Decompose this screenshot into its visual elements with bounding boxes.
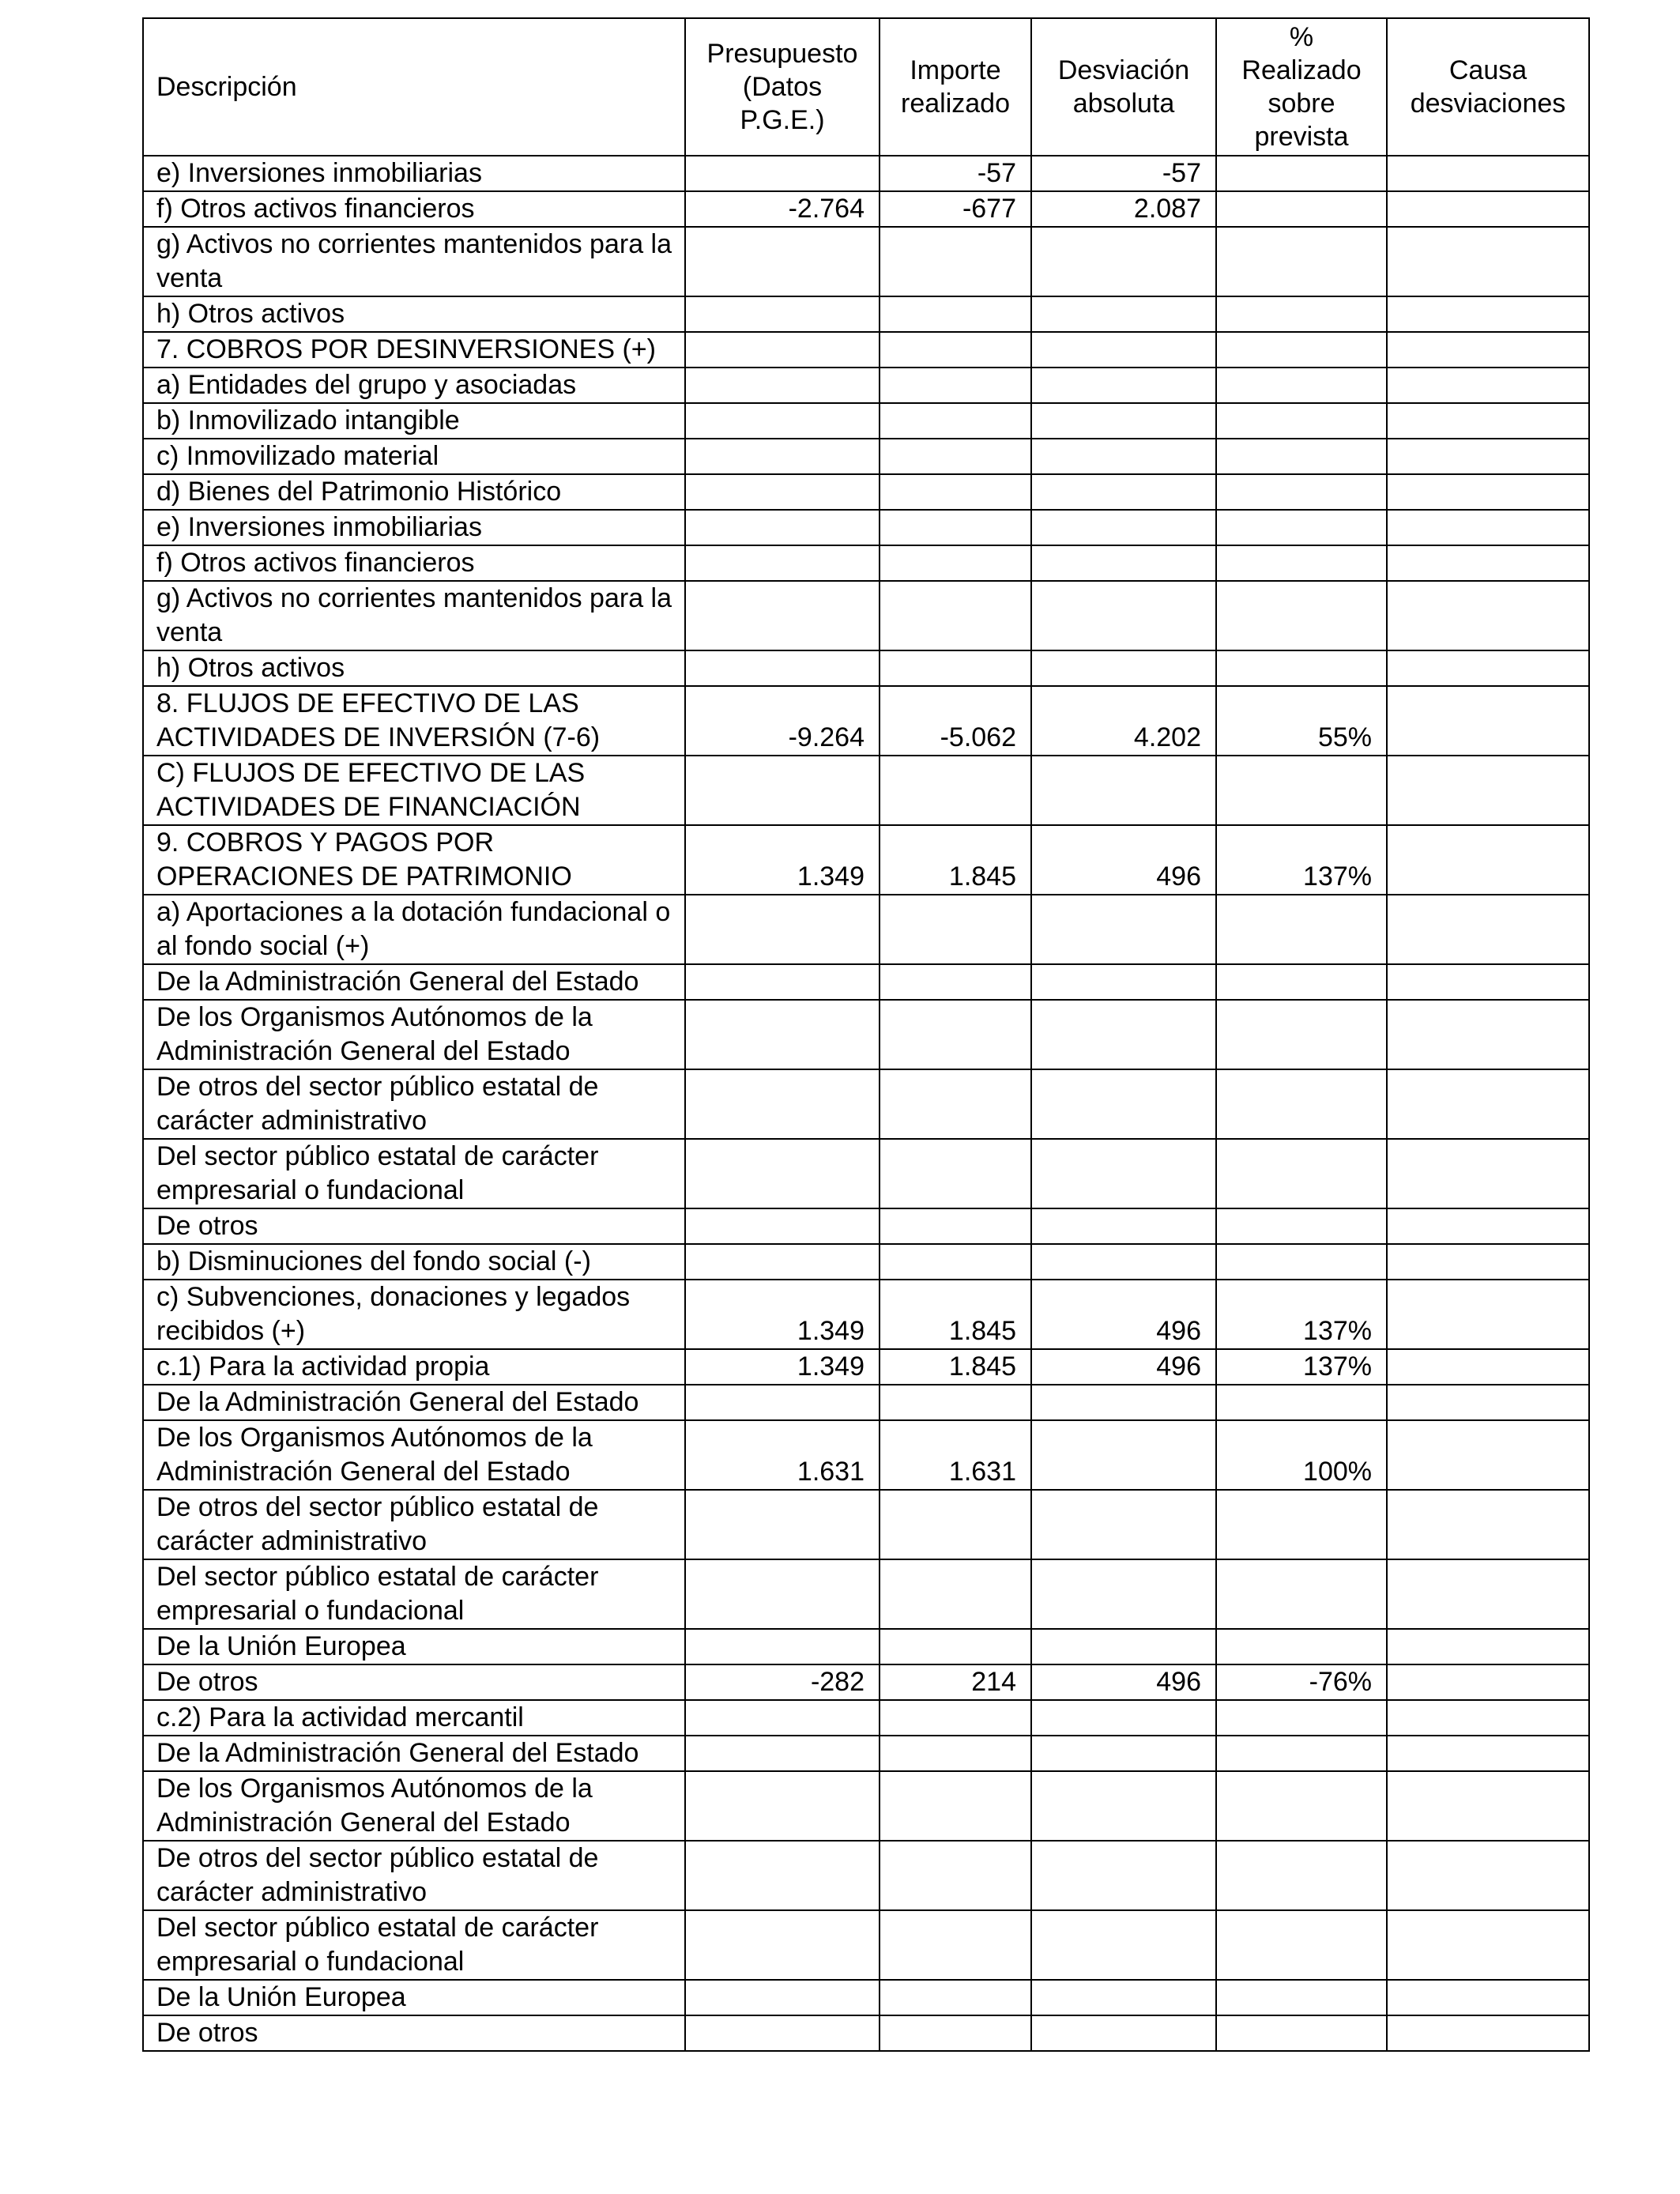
cell-desviacion-absoluta xyxy=(1031,296,1216,332)
table-row xyxy=(143,964,1589,1000)
cell-presupuesto xyxy=(685,156,880,191)
cell-porcentaje-realizado xyxy=(1216,1069,1387,1139)
cell-importe-realizado xyxy=(880,332,1031,368)
cell-descripcion: a) Entidades del grupo y asociadas xyxy=(143,368,685,403)
cell-porcentaje-realizado: 137% xyxy=(1216,1280,1387,1349)
cell-porcentaje-realizado xyxy=(1216,581,1387,650)
cell-presupuesto xyxy=(685,1208,880,1244)
cell-presupuesto xyxy=(685,1244,880,1280)
cell-importe-realizado xyxy=(880,1069,1031,1139)
cell-porcentaje-realizado xyxy=(1216,1208,1387,1244)
cell-presupuesto: -9.264 xyxy=(685,686,880,756)
cell-desviacion-absoluta: 496 xyxy=(1031,1664,1216,1700)
table-row xyxy=(143,1980,1589,2015)
cell-presupuesto xyxy=(685,1385,880,1420)
cell-descripcion: h) Otros activos xyxy=(143,650,685,686)
cell-importe-realizado: 1.845 xyxy=(880,1349,1031,1385)
cell-porcentaje-realizado xyxy=(1216,1841,1387,1910)
cell-importe-realizado xyxy=(880,1980,1031,2015)
cell-porcentaje-realizado xyxy=(1216,545,1387,581)
cell-descripcion: g) Activos no corrientes mantenidos para la venta xyxy=(143,227,685,296)
cell-desviacion-absoluta xyxy=(1031,1841,1216,1910)
cell-presupuesto xyxy=(685,895,880,964)
cell-causa-desviaciones xyxy=(1387,368,1589,403)
cell-desviacion-absoluta xyxy=(1031,756,1216,825)
cell-causa-desviaciones xyxy=(1387,439,1589,474)
cell-descripcion: h) Otros activos xyxy=(143,296,685,332)
header-causa-desviaciones: Causa desviaciones xyxy=(1387,18,1589,156)
cell-porcentaje-realizado xyxy=(1216,895,1387,964)
cell-desviacion-absoluta xyxy=(1031,2015,1216,2051)
cell-presupuesto: 1.349 xyxy=(685,825,880,895)
cell-presupuesto xyxy=(685,510,880,545)
cell-descripcion: c.1) Para la actividad propia xyxy=(143,1349,685,1385)
cell-importe-realizado xyxy=(880,510,1031,545)
cell-porcentaje-realizado xyxy=(1216,474,1387,510)
table-row xyxy=(143,1841,1589,1910)
cell-presupuesto xyxy=(685,296,880,332)
cell-descripcion: Del sector público estatal de carácter empresarial o fundacional xyxy=(143,1910,685,1980)
cell-desviacion-absoluta xyxy=(1031,1069,1216,1139)
cell-porcentaje-realizado: -76% xyxy=(1216,1664,1387,1700)
cell-desviacion-absoluta: 496 xyxy=(1031,1349,1216,1385)
cell-descripcion: De la Unión Europea xyxy=(143,1629,685,1664)
cell-importe-realizado xyxy=(880,368,1031,403)
cell-descripcion: e) Inversiones inmobiliarias xyxy=(143,156,685,191)
cell-presupuesto xyxy=(685,1910,880,1980)
cell-porcentaje-realizado xyxy=(1216,1736,1387,1771)
cell-causa-desviaciones xyxy=(1387,545,1589,581)
cell-porcentaje-realizado xyxy=(1216,1700,1387,1736)
cell-importe-realizado xyxy=(880,1841,1031,1910)
cell-porcentaje-realizado: 137% xyxy=(1216,1349,1387,1385)
cell-presupuesto xyxy=(685,1559,880,1629)
cell-importe-realizado xyxy=(880,1385,1031,1420)
cell-descripcion: 7. COBROS POR DESINVERSIONES (+) xyxy=(143,332,685,368)
cell-porcentaje-realizado xyxy=(1216,1490,1387,1559)
header-importe-realizado: Importe realizado xyxy=(880,18,1031,156)
cell-porcentaje-realizado xyxy=(1216,1771,1387,1841)
cell-desviacion-absoluta xyxy=(1031,1700,1216,1736)
cell-causa-desviaciones xyxy=(1387,686,1589,756)
cell-importe-realizado xyxy=(880,756,1031,825)
cell-causa-desviaciones xyxy=(1387,1700,1589,1736)
table-row xyxy=(143,1736,1589,1771)
cell-descripcion: 9. COBROS Y PAGOS POR OPERACIONES DE PATRIMONIO xyxy=(143,825,685,895)
cell-presupuesto: 1.349 xyxy=(685,1349,880,1385)
table-row xyxy=(143,191,1589,227)
cell-descripcion: Del sector público estatal de carácter empresarial o fundacional xyxy=(143,1139,685,1208)
cell-causa-desviaciones xyxy=(1387,581,1589,650)
cell-descripcion: De la Administración General del Estado xyxy=(143,964,685,1000)
cell-causa-desviaciones xyxy=(1387,191,1589,227)
table-row xyxy=(143,227,1589,296)
cell-descripcion: De la Unión Europea xyxy=(143,1980,685,2015)
cell-presupuesto: -282 xyxy=(685,1664,880,1700)
cell-porcentaje-realizado: 137% xyxy=(1216,825,1387,895)
cell-presupuesto xyxy=(685,1771,880,1841)
cell-porcentaje-realizado xyxy=(1216,1000,1387,1069)
table-row xyxy=(143,1208,1589,1244)
cell-causa-desviaciones xyxy=(1387,156,1589,191)
cell-desviacion-absoluta xyxy=(1031,1771,1216,1841)
table-row xyxy=(143,296,1589,332)
cell-causa-desviaciones xyxy=(1387,825,1589,895)
cell-presupuesto xyxy=(685,581,880,650)
cell-presupuesto xyxy=(685,1069,880,1139)
cell-descripcion: a) Aportaciones a la dotación fundacional o al fondo social (+) xyxy=(143,895,685,964)
cell-descripcion: De la Administración General del Estado xyxy=(143,1385,685,1420)
cell-desviacion-absoluta: 496 xyxy=(1031,1280,1216,1349)
table-row xyxy=(143,156,1589,191)
table-row xyxy=(143,510,1589,545)
cell-descripcion: De otros del sector público estatal de carácter administrativo xyxy=(143,1069,685,1139)
cell-porcentaje-realizado xyxy=(1216,1629,1387,1664)
cell-porcentaje-realizado xyxy=(1216,439,1387,474)
cell-desviacion-absoluta xyxy=(1031,1420,1216,1490)
cell-porcentaje-realizado: 100% xyxy=(1216,1420,1387,1490)
cell-desviacion-absoluta xyxy=(1031,474,1216,510)
cell-desviacion-absoluta xyxy=(1031,1208,1216,1244)
cell-desviacion-absoluta xyxy=(1031,1910,1216,1980)
table-row xyxy=(143,1139,1589,1208)
table-row xyxy=(143,1771,1589,1841)
cell-causa-desviaciones xyxy=(1387,1559,1589,1629)
cell-porcentaje-realizado xyxy=(1216,1244,1387,1280)
table-row xyxy=(143,332,1589,368)
cell-presupuesto xyxy=(685,756,880,825)
cell-importe-realizado xyxy=(880,1000,1031,1069)
table-row xyxy=(143,1385,1589,1420)
cell-importe-realizado xyxy=(880,1629,1031,1664)
cell-causa-desviaciones xyxy=(1387,895,1589,964)
cell-descripcion: De otros xyxy=(143,2015,685,2051)
cell-porcentaje-realizado xyxy=(1216,227,1387,296)
table-row xyxy=(143,895,1589,964)
cell-porcentaje-realizado xyxy=(1216,296,1387,332)
cell-causa-desviaciones xyxy=(1387,756,1589,825)
cell-causa-desviaciones xyxy=(1387,1385,1589,1420)
cell-porcentaje-realizado xyxy=(1216,1980,1387,2015)
cell-porcentaje-realizado xyxy=(1216,964,1387,1000)
table-header xyxy=(143,18,1589,156)
cell-desviacion-absoluta: 2.087 xyxy=(1031,191,1216,227)
cell-presupuesto: 1.349 xyxy=(685,1280,880,1349)
cell-causa-desviaciones xyxy=(1387,1841,1589,1910)
cell-porcentaje-realizado xyxy=(1216,510,1387,545)
cell-causa-desviaciones xyxy=(1387,1629,1589,1664)
table-row xyxy=(143,1629,1589,1664)
cell-presupuesto xyxy=(685,368,880,403)
cell-presupuesto xyxy=(685,1736,880,1771)
table-row xyxy=(143,1664,1589,1700)
cell-importe-realizado xyxy=(880,403,1031,439)
cell-presupuesto: -2.764 xyxy=(685,191,880,227)
cell-importe-realizado: 1.845 xyxy=(880,1280,1031,1349)
cell-causa-desviaciones xyxy=(1387,1000,1589,1069)
table-row xyxy=(143,545,1589,581)
table-row xyxy=(143,2015,1589,2051)
cell-descripcion: De los Organismos Autónomos de la Administración General del Estado xyxy=(143,1771,685,1841)
table-row xyxy=(143,1910,1589,1980)
cell-descripcion: De la Administración General del Estado xyxy=(143,1736,685,1771)
cell-descripcion: c) Inmovilizado material xyxy=(143,439,685,474)
cell-desviacion-absoluta xyxy=(1031,368,1216,403)
cell-descripcion: b) Disminuciones del fondo social (-) xyxy=(143,1244,685,1280)
cell-importe-realizado xyxy=(880,439,1031,474)
cell-descripcion: De otros del sector público estatal de carácter administrativo xyxy=(143,1490,685,1559)
table-row xyxy=(143,1244,1589,1280)
cell-importe-realizado xyxy=(880,964,1031,1000)
cell-desviacion-absoluta: 4.202 xyxy=(1031,686,1216,756)
cell-importe-realizado xyxy=(880,581,1031,650)
cell-importe-realizado xyxy=(880,296,1031,332)
cell-descripcion: b) Inmovilizado intangible xyxy=(143,403,685,439)
cell-importe-realizado: 1.631 xyxy=(880,1420,1031,1490)
cell-presupuesto xyxy=(685,227,880,296)
cell-desviacion-absoluta xyxy=(1031,439,1216,474)
cell-porcentaje-realizado xyxy=(1216,156,1387,191)
table-row xyxy=(143,1490,1589,1559)
cell-descripcion: C) FLUJOS DE EFECTIVO DE LAS ACTIVIDADES DE FINANCIACIÓN xyxy=(143,756,685,825)
table-row xyxy=(143,756,1589,825)
cell-desviacion-absoluta xyxy=(1031,1490,1216,1559)
cell-descripcion: c) Subvenciones, donaciones y legados recibidos (+) xyxy=(143,1280,685,1349)
cell-causa-desviaciones xyxy=(1387,403,1589,439)
cell-desviacion-absoluta xyxy=(1031,895,1216,964)
table-row xyxy=(143,1069,1589,1139)
cell-descripcion: f) Otros activos financieros xyxy=(143,191,685,227)
cell-importe-realizado: -5.062 xyxy=(880,686,1031,756)
cell-presupuesto xyxy=(685,1139,880,1208)
cell-presupuesto xyxy=(685,1000,880,1069)
cell-presupuesto: 1.631 xyxy=(685,1420,880,1490)
cell-desviacion-absoluta xyxy=(1031,1559,1216,1629)
cell-causa-desviaciones xyxy=(1387,1910,1589,1980)
cell-descripcion: Del sector público estatal de carácter empresarial o fundacional xyxy=(143,1559,685,1629)
cell-importe-realizado xyxy=(880,474,1031,510)
table-row xyxy=(143,1420,1589,1490)
table-row xyxy=(143,1559,1589,1629)
table-row xyxy=(143,1700,1589,1736)
cell-importe-realizado xyxy=(880,1910,1031,1980)
cell-desviacion-absoluta xyxy=(1031,545,1216,581)
cell-desviacion-absoluta xyxy=(1031,1000,1216,1069)
cell-porcentaje-realizado xyxy=(1216,1385,1387,1420)
cell-presupuesto xyxy=(685,1841,880,1910)
cell-desviacion-absoluta xyxy=(1031,650,1216,686)
cell-desviacion-absoluta xyxy=(1031,1244,1216,1280)
cell-importe-realizado: 1.845 xyxy=(880,825,1031,895)
cell-causa-desviaciones xyxy=(1387,1280,1589,1349)
cell-importe-realizado xyxy=(880,1736,1031,1771)
header-row xyxy=(143,18,1589,156)
cell-desviacion-absoluta xyxy=(1031,964,1216,1000)
cell-causa-desviaciones xyxy=(1387,1420,1589,1490)
cell-descripcion: f) Otros activos financieros xyxy=(143,545,685,581)
header-desviacion-absoluta: Desviación absoluta xyxy=(1031,18,1216,156)
cell-descripcion: De los Organismos Autónomos de la Administración General del Estado xyxy=(143,1420,685,1490)
cell-porcentaje-realizado xyxy=(1216,756,1387,825)
cell-causa-desviaciones xyxy=(1387,296,1589,332)
cell-presupuesto xyxy=(685,964,880,1000)
cell-importe-realizado xyxy=(880,545,1031,581)
header-porcentaje-realizado: % Realizado sobre prevista xyxy=(1216,18,1387,156)
cell-importe-realizado xyxy=(880,1244,1031,1280)
cell-presupuesto xyxy=(685,650,880,686)
cell-desviacion-absoluta: 496 xyxy=(1031,825,1216,895)
cell-porcentaje-realizado xyxy=(1216,1139,1387,1208)
cell-descripcion: c.2) Para la actividad mercantil xyxy=(143,1700,685,1736)
cell-importe-realizado xyxy=(880,650,1031,686)
cell-causa-desviaciones xyxy=(1387,1349,1589,1385)
cell-desviacion-absoluta xyxy=(1031,1736,1216,1771)
table-row xyxy=(143,1000,1589,1069)
cell-presupuesto xyxy=(685,439,880,474)
cell-causa-desviaciones xyxy=(1387,2015,1589,2051)
table-row xyxy=(143,650,1589,686)
cell-desviacion-absoluta xyxy=(1031,1385,1216,1420)
cell-importe-realizado xyxy=(880,1208,1031,1244)
cell-desviacion-absoluta xyxy=(1031,227,1216,296)
table-row xyxy=(143,1349,1589,1385)
cell-descripcion: 8. FLUJOS DE EFECTIVO DE LAS ACTIVIDADES DE INVERSIÓN (7-6) xyxy=(143,686,685,756)
cell-porcentaje-realizado: 55% xyxy=(1216,686,1387,756)
cell-causa-desviaciones xyxy=(1387,1069,1589,1139)
cell-causa-desviaciones xyxy=(1387,1139,1589,1208)
cell-causa-desviaciones xyxy=(1387,227,1589,296)
cell-descripcion: De otros xyxy=(143,1208,685,1244)
cell-porcentaje-realizado xyxy=(1216,1559,1387,1629)
cell-importe-realizado xyxy=(880,227,1031,296)
cell-importe-realizado: -677 xyxy=(880,191,1031,227)
cell-porcentaje-realizado xyxy=(1216,2015,1387,2051)
table-row xyxy=(143,686,1589,756)
cell-causa-desviaciones xyxy=(1387,1736,1589,1771)
cell-presupuesto xyxy=(685,403,880,439)
cell-importe-realizado xyxy=(880,1490,1031,1559)
cell-presupuesto xyxy=(685,1490,880,1559)
cell-desviacion-absoluta xyxy=(1031,581,1216,650)
cell-porcentaje-realizado xyxy=(1216,332,1387,368)
cell-porcentaje-realizado xyxy=(1216,191,1387,227)
cell-importe-realizado xyxy=(880,1700,1031,1736)
table-row xyxy=(143,474,1589,510)
cell-causa-desviaciones xyxy=(1387,1244,1589,1280)
cell-descripcion: De otros xyxy=(143,1664,685,1700)
cell-desviacion-absoluta xyxy=(1031,1980,1216,2015)
table-row xyxy=(143,581,1589,650)
cell-importe-realizado xyxy=(880,1139,1031,1208)
cell-causa-desviaciones xyxy=(1387,1980,1589,2015)
cell-presupuesto xyxy=(685,545,880,581)
cell-causa-desviaciones xyxy=(1387,964,1589,1000)
cell-presupuesto xyxy=(685,1700,880,1736)
table-row xyxy=(143,825,1589,895)
cell-presupuesto xyxy=(685,1629,880,1664)
table-row xyxy=(143,368,1589,403)
cell-importe-realizado xyxy=(880,1771,1031,1841)
cell-porcentaje-realizado xyxy=(1216,650,1387,686)
cell-presupuesto xyxy=(685,474,880,510)
cell-causa-desviaciones xyxy=(1387,1771,1589,1841)
cell-causa-desviaciones xyxy=(1387,474,1589,510)
table-row xyxy=(143,403,1589,439)
budget-table xyxy=(142,17,1590,2052)
cell-descripcion: d) Bienes del Patrimonio Histórico xyxy=(143,474,685,510)
cell-importe-realizado xyxy=(880,1559,1031,1629)
cell-importe-realizado xyxy=(880,2015,1031,2051)
table-row xyxy=(143,439,1589,474)
cell-causa-desviaciones xyxy=(1387,332,1589,368)
table-row xyxy=(143,1280,1589,1349)
cell-porcentaje-realizado xyxy=(1216,1910,1387,1980)
cell-porcentaje-realizado xyxy=(1216,403,1387,439)
cell-porcentaje-realizado xyxy=(1216,368,1387,403)
cell-causa-desviaciones xyxy=(1387,650,1589,686)
cell-causa-desviaciones xyxy=(1387,1664,1589,1700)
cell-importe-realizado xyxy=(880,895,1031,964)
table-body xyxy=(143,156,1589,2051)
header-presupuesto: Presupuesto (Datos P.G.E.) xyxy=(685,18,880,156)
cell-importe-realizado: 214 xyxy=(880,1664,1031,1700)
cell-presupuesto xyxy=(685,2015,880,2051)
cell-desviacion-absoluta: -57 xyxy=(1031,156,1216,191)
cell-causa-desviaciones xyxy=(1387,510,1589,545)
header-descripcion: Descripción xyxy=(143,18,685,156)
cell-causa-desviaciones xyxy=(1387,1490,1589,1559)
cell-presupuesto xyxy=(685,332,880,368)
cell-importe-realizado: -57 xyxy=(880,156,1031,191)
cell-desviacion-absoluta xyxy=(1031,403,1216,439)
cell-desviacion-absoluta xyxy=(1031,510,1216,545)
cell-descripcion: g) Activos no corrientes mantenidos para la venta xyxy=(143,581,685,650)
cell-desviacion-absoluta xyxy=(1031,1629,1216,1664)
cell-descripcion: De los Organismos Autónomos de la Administración General del Estado xyxy=(143,1000,685,1069)
cell-desviacion-absoluta xyxy=(1031,332,1216,368)
cell-descripcion: e) Inversiones inmobiliarias xyxy=(143,510,685,545)
cell-descripcion: De otros del sector público estatal de carácter administrativo xyxy=(143,1841,685,1910)
cell-desviacion-absoluta xyxy=(1031,1139,1216,1208)
cell-presupuesto xyxy=(685,1980,880,2015)
cell-causa-desviaciones xyxy=(1387,1208,1589,1244)
